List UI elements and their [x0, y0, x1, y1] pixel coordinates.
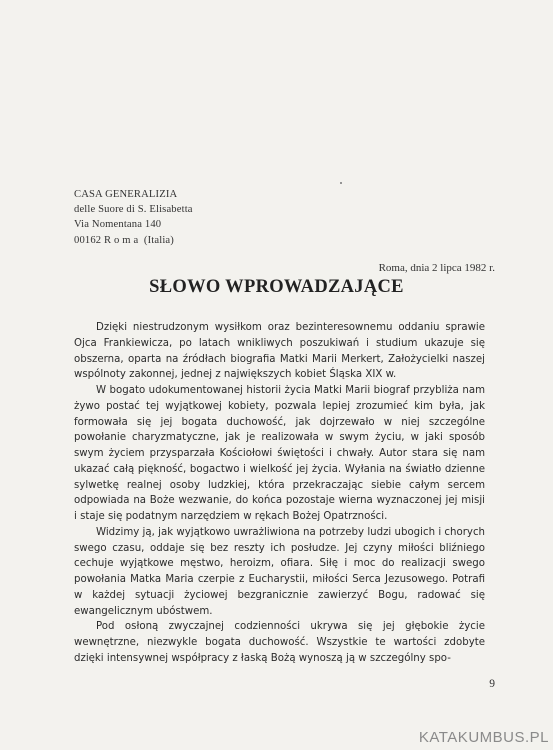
paragraph: W bogato udokumentowanej historii życia Matki Marii biograf przybliża nam żywo postać tej wyjątkowej kobiety, pozwala lepiej zrozumieć kim była, jak formowała się jej bogata duchowość, jak dojrzewało w niej szczególne powołanie charyzmatyczne, jak je realizowała w swym życiu, w jaki sposób swym życiem przysparzała Kościołowi świętości i chwały. Autor stara się nam ukazać całą piękność, bogactwo i wielkość jej życia. Wyłania na światło dzienne sylwetkę realnej osoby ludzkiej, która przekraczając siebie całym sercem odpowiada na Boże wezwanie, do końca pozostaje wierna wyznaczonej jej misji i staje się podatnym narzędziem w rękach Bożej Opatrzności.	[74, 385, 485, 522]
letter-date: Roma, dnia 2 lipca 1982 r.	[378, 262, 495, 274]
address-line: CASA GENERALIZIA	[74, 189, 178, 200]
page-title: SŁOWO WPROWADZAJĄCE	[149, 277, 404, 297]
site-watermark: KATAKUMBUS.PL	[418, 729, 549, 746]
body-text	[74, 320, 485, 667]
address-line: Via Nomentana 140	[74, 219, 162, 231]
paragraph: Pod osłoną zwyczajnej codzienności ukrywa się jej głębokie życie wewnętrzne, niezwykle bogata duchowość. Wszystkie te wartości zdobyte dzięki intensywnej współpracy z łaską Bożą wynoszą ją w szczególny spo-	[74, 621, 485, 664]
sender-address	[74, 187, 193, 248]
address-line: delle Suore di S. Elisabetta	[74, 204, 193, 216]
address-line: 00162 R o m a (Italia)	[74, 234, 174, 246]
page-number: 9	[489, 678, 495, 690]
paragraph: Widzimy ją, jak wyjątkowo uwrażliwiona na potrzeby ludzi ubogich i chorych swego czasu, oddaje się bez reszty ich posłudze. Jej czyny miłości bliźniego cechuje wyjątkowe męstwo, heroizm, ofiara. Siłę i moc do realizacji swego powołania Matka Maria czerpie z Eucharystii, miłości Serca Jezusowego. Potrafi w każdej sytuacji życiowej bezgranicznie zawierzyć Bogu, radować się ewangelicznym ubóstwem.	[74, 526, 485, 617]
paragraph: Dzięki niestrudzonym wysiłkom oraz bezinteresownemu oddaniu sprawie Ojca Frankiewicza, po latach wnikliwych poszukiwań i studium ukazuje się obszerna, oparta na źródłach biografia Matki Marii Merkert, Założycielki naszej wspólnoty zakonnej, jednej z największych kobiet Śląska XIX w.	[74, 322, 485, 381]
paper-speck	[340, 182, 342, 184]
